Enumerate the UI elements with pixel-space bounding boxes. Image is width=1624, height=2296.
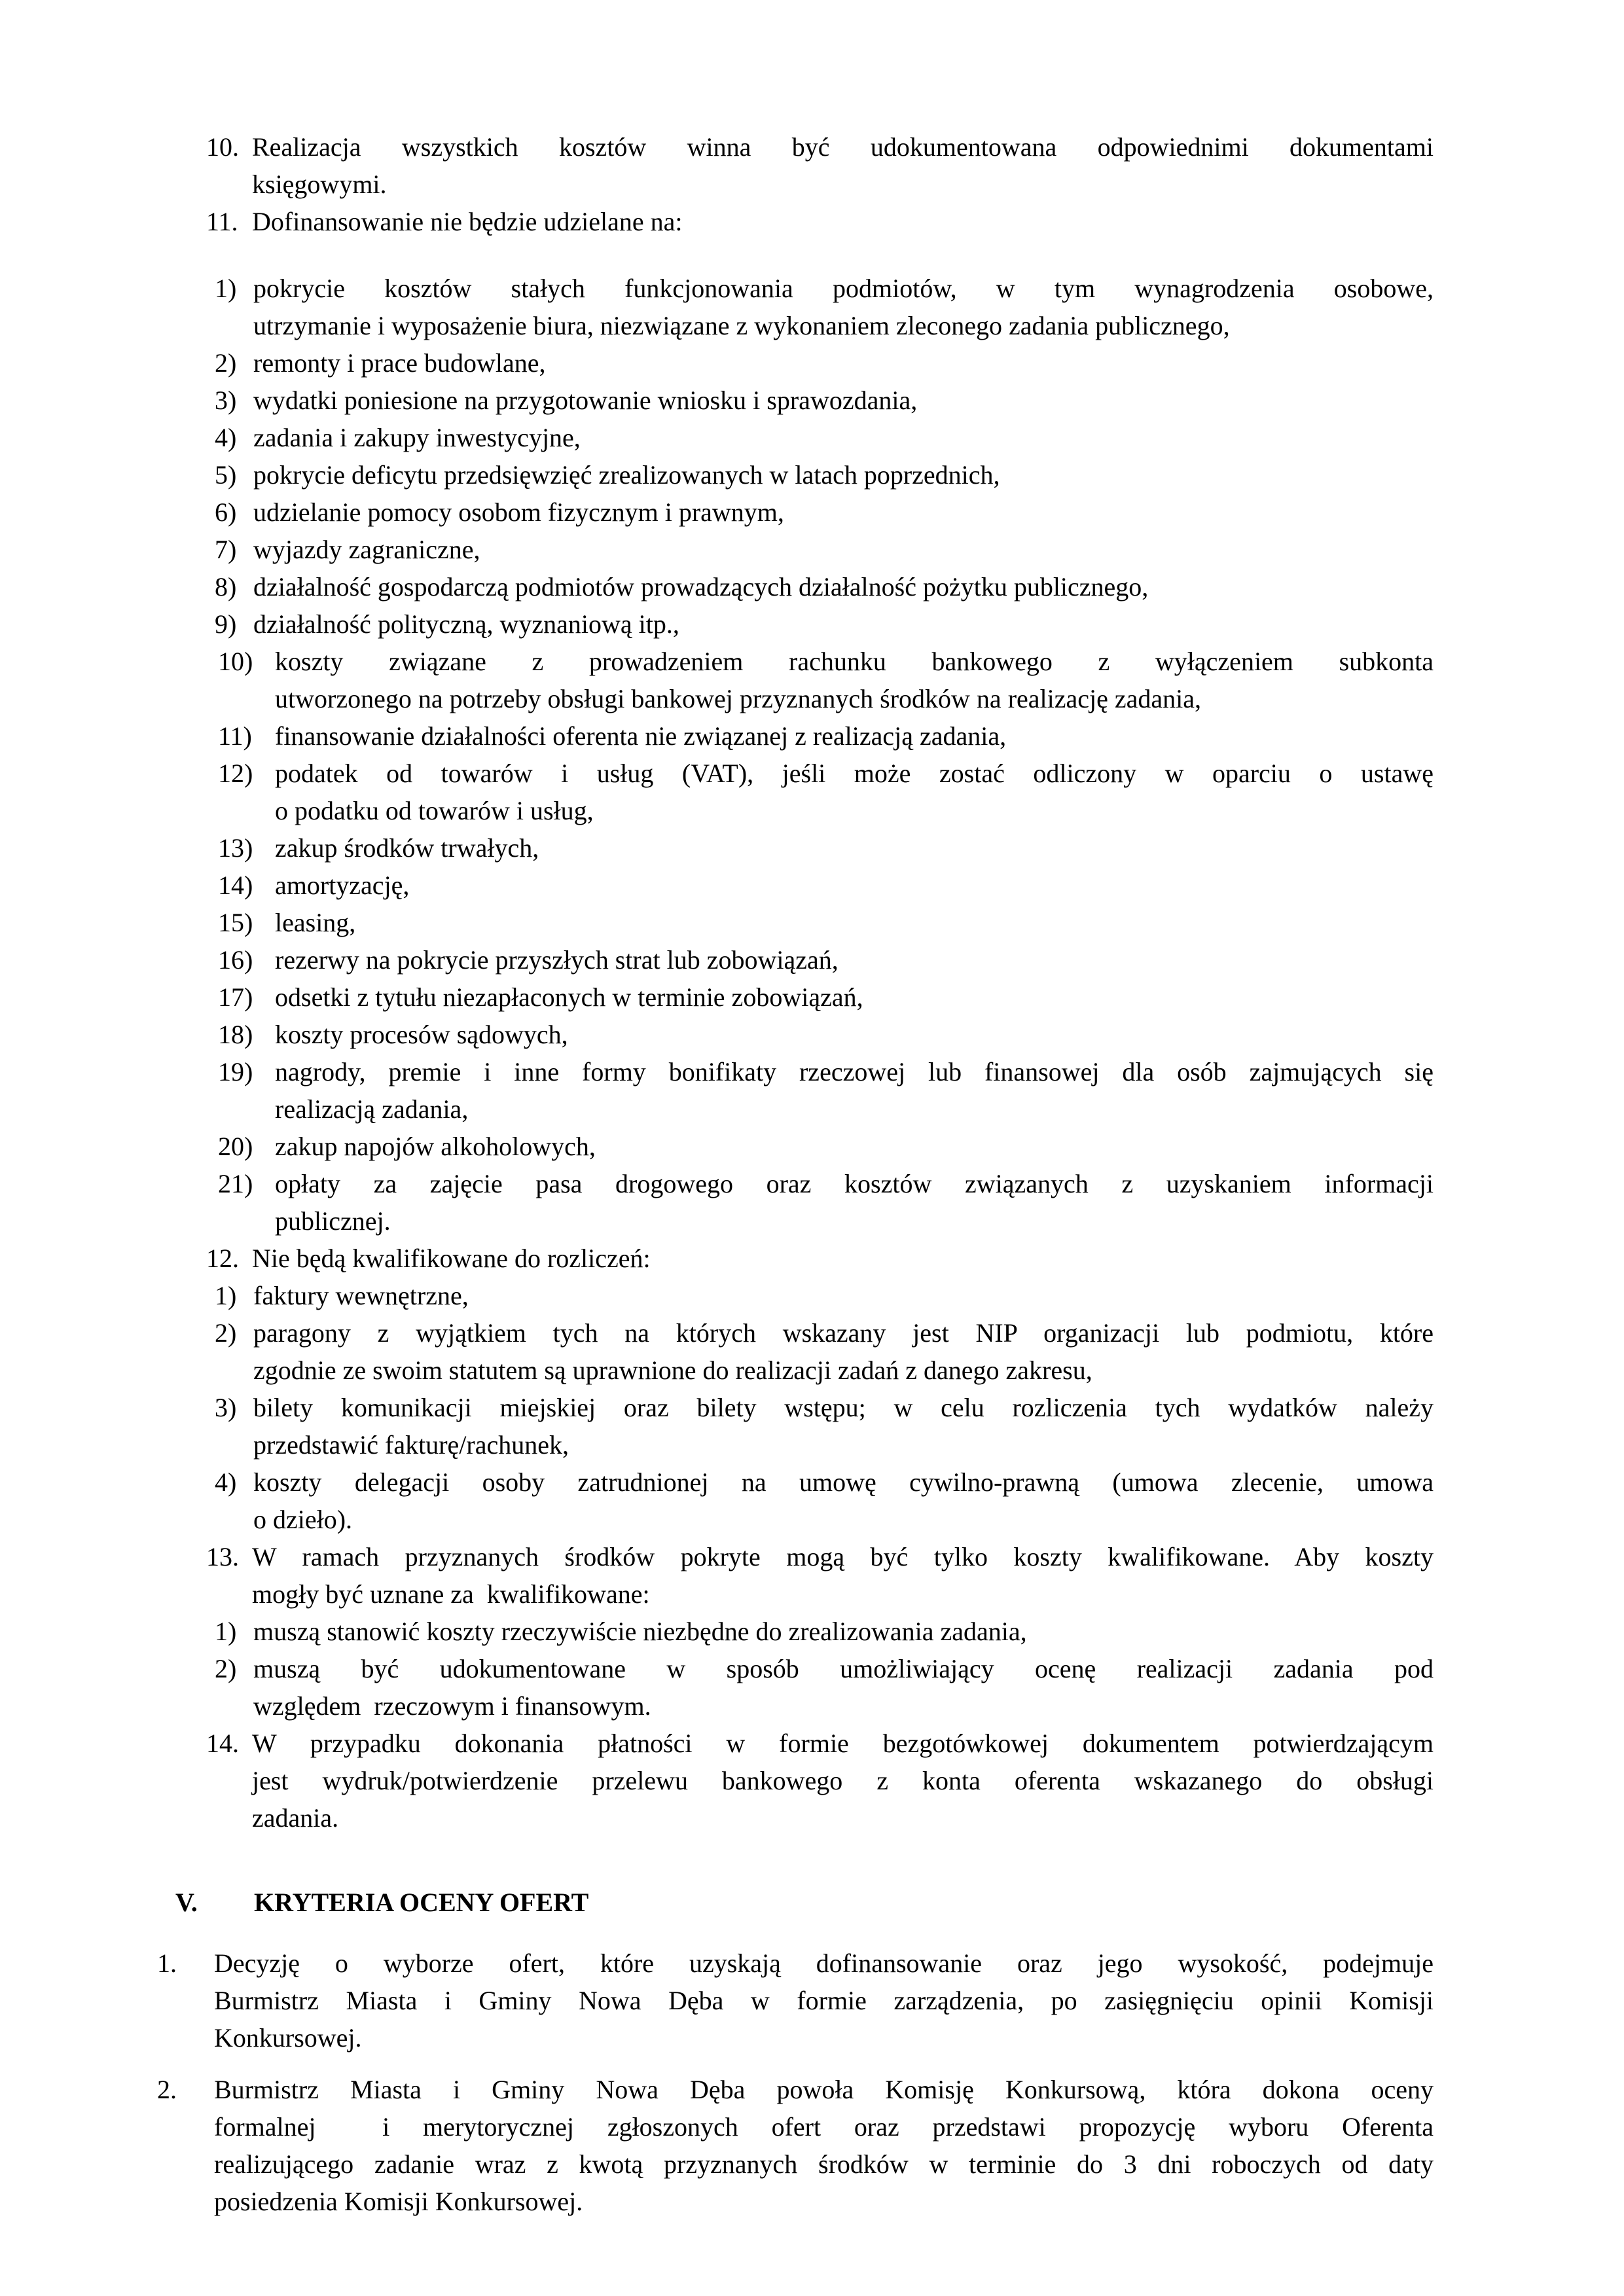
sub-item-11-15: [157, 904, 1434, 941]
text-line: o dzieło).: [253, 1505, 353, 1534]
text-line: koszty procesów sądowych,: [275, 1020, 568, 1049]
sub-item-number: 3): [215, 1393, 237, 1422]
list-item-14-number: 14.: [206, 1729, 239, 1758]
list-item-12-number: 12.: [206, 1244, 239, 1273]
sub-item-11-20: [157, 1128, 1434, 1165]
sub-item-11-11: [157, 717, 1434, 755]
text-line: faktury wewnętrzne,: [253, 1281, 469, 1310]
text-line: utrzymanie i wyposażenie biura, niezwiązane z wykonaniem zleconego zadania publicznego,: [253, 311, 1230, 340]
text-line: pokrycie kosztów stałych funkcjonowania podmiotów, w tym wynagrodzenia osobowe,: [253, 274, 1434, 303]
list-item-11: [157, 203, 1434, 240]
sub-item-number: 6): [215, 497, 237, 527]
text-line: księgowymi.: [252, 170, 387, 199]
text-line: pokrycie deficytu przedsięwzięć zrealizowanych w latach poprzednich,: [253, 460, 1000, 490]
sub-item-11-21: [157, 1165, 1434, 1240]
text-line: zadania i zakupy inwestycyjne,: [253, 423, 581, 452]
list-item-13-number: 13.: [206, 1542, 239, 1571]
text-line: finansowanie działalności oferenta nie związanej z realizacją zadania,: [275, 721, 1007, 751]
text-line: remonty i prace budowlane,: [253, 348, 546, 378]
sub-item-number: 21): [218, 1169, 253, 1198]
sub-item-11-18: [157, 1016, 1434, 1053]
text-line: mogły być uznane za kwalifikowane:: [252, 1579, 650, 1609]
text-line: zadania.: [252, 1803, 339, 1833]
sub-item-number: 2): [215, 348, 237, 378]
criteria-item-number: 2.: [157, 2075, 177, 2104]
sub-item-number: 8): [215, 572, 237, 601]
sub-item-11-17: [157, 978, 1434, 1016]
sub-item-number: 4): [215, 1467, 237, 1497]
sub-item-11-3: [157, 382, 1434, 419]
text-line: koszty związane z prowadzeniem rachunku bankowego z wyłączeniem subkonta: [275, 647, 1434, 676]
sub-item-11-19: [157, 1053, 1434, 1128]
section-heading-number: V.: [175, 1888, 198, 1917]
sub-item-11-13: [157, 829, 1434, 867]
sub-item-12-3: [157, 1389, 1434, 1463]
sub-item-11-4: [157, 419, 1434, 456]
list-item-11-number: 11.: [206, 207, 238, 236]
text-line: koszty delegacji osoby zatrudnionej na umowę cywilno-prawną (umowa zlecenie, umowa: [253, 1467, 1434, 1497]
sub-item-11-8: [157, 568, 1434, 605]
list-item-13: [157, 1538, 1434, 1613]
sub-item-number: 14): [218, 870, 253, 900]
text-line: bilety komunikacji miejskiej oraz bilety wstępu; w celu rozliczenia tych wydatków należy: [253, 1393, 1434, 1422]
text-line: formalnej i merytorycznej zgłoszonych ofert oraz przedstawi propozycję wyboru Oferenta: [214, 2112, 1434, 2142]
section-heading-title: KRYTERIA OCENY OFERT: [254, 1888, 589, 1917]
text-line: W przypadku dokonania płatności w formie bezgotówkowej dokumentem potwierdzającym: [252, 1729, 1434, 1758]
text-line: przedstawić fakturę/rachunek,: [253, 1430, 569, 1460]
sub-item-number: 7): [215, 535, 237, 564]
sub-item-11-1: [157, 270, 1434, 344]
sub-item-number: 2): [215, 1654, 237, 1683]
sub-item-11-7: [157, 531, 1434, 568]
text-line: działalność polityczną, wyznaniową itp.,: [253, 609, 679, 639]
sub-item-number: 15): [218, 908, 253, 937]
text-line: paragony z wyjątkiem tych na których wskazany jest NIP organizacji lub podmiotu, które: [253, 1318, 1434, 1348]
text-line: realizacją zadania,: [275, 1094, 469, 1124]
text-line: muszą stanowić koszty rzeczywiście niezbędne do zrealizowania zadania,: [253, 1617, 1027, 1646]
sub-item-12-1: [157, 1277, 1434, 1314]
sub-item-number: 1): [215, 1617, 237, 1646]
sub-item-number: 2): [215, 1318, 237, 1348]
text-line: Konkursowej.: [214, 2023, 362, 2053]
text-line: W ramach przyznanych środków pokryte mogą być tylko koszty kwalifikowane. Aby koszty: [252, 1542, 1434, 1571]
sub-item-number: 12): [218, 759, 253, 788]
section-heading: [157, 1884, 1434, 1921]
criteria-item-1: [157, 1945, 1434, 2056]
sub-item-number: 11): [218, 721, 252, 751]
sub-item-11-6: [157, 493, 1434, 531]
text-line: amortyzację,: [275, 870, 410, 900]
text-line: nagrody, premie i inne formy bonifikaty rzeczowej lub finansowej dla osób zajmujących się: [275, 1057, 1434, 1086]
text-line: względem rzeczowym i finansowym.: [253, 1691, 651, 1721]
criteria-item-2: [157, 2071, 1434, 2220]
text-line: działalność gospodarczą podmiotów prowadzących działalność pożytku publicznego,: [253, 572, 1149, 601]
text-line: Decyzję o wyborze ofert, które uzyskają dofinansowanie oraz jego wysokość, podejmuje: [214, 1948, 1434, 1978]
sub-item-13-1: [157, 1613, 1434, 1650]
sub-item-12-4: [157, 1463, 1434, 1538]
text-line: jest wydruk/potwierdzenie przelewu bankowego z konta oferenta wskazanego do obsługi: [252, 1766, 1434, 1795]
list-item-10-number: 10.: [206, 132, 239, 162]
sub-item-11-16: [157, 941, 1434, 978]
sub-item-11-14: [157, 867, 1434, 904]
text-line: odsetki z tytułu niezapłaconych w terminie zobowiązań,: [275, 982, 863, 1012]
sub-item-number: 9): [215, 609, 237, 639]
text-line: Nie będą kwalifikowane do rozliczeń:: [252, 1244, 651, 1273]
text-line: opłaty za zajęcie pasa drogowego oraz kosztów związanych z uzyskaniem informacji: [275, 1169, 1434, 1198]
text-line: Dofinansowanie nie będzie udzielane na:: [252, 207, 683, 236]
sub-item-11-2: [157, 344, 1434, 382]
sub-item-12-2: [157, 1314, 1434, 1389]
list-item-10: [157, 128, 1434, 203]
text-line: Burmistrz Miasta i Gminy Nowa Dęba w formie zarządzenia, po zasięgnięciu opinii Komisji: [214, 1986, 1434, 2015]
text-line: wyjazdy zagraniczne,: [253, 535, 480, 564]
sub-item-11-9: [157, 605, 1434, 643]
sub-item-number: 20): [218, 1132, 253, 1161]
text-line: Burmistrz Miasta i Gminy Nowa Dęba powoła Komisję Konkursową, która dokona oceny: [214, 2075, 1434, 2104]
sub-item-number: 1): [215, 274, 237, 303]
sub-item-number: 18): [218, 1020, 253, 1049]
criteria-item-number: 1.: [157, 1948, 177, 1978]
sub-item-number: 16): [218, 945, 253, 975]
text-line: udzielanie pomocy osobom fizycznym i prawnym,: [253, 497, 784, 527]
sub-item-number: 3): [215, 386, 237, 415]
text-line: publicznej.: [275, 1206, 391, 1236]
text-line: podatek od towarów i usług (VAT), jeśli może zostać odliczony w oparciu o ustawę: [275, 759, 1434, 788]
text-line: Realizacja wszystkich kosztów winna być udokumentowana odpowiednimi dokumentami: [252, 132, 1434, 162]
sub-item-number: 19): [218, 1057, 253, 1086]
sub-item-number: 5): [215, 460, 237, 490]
sub-item-number: 13): [218, 833, 253, 863]
sub-item-number: 4): [215, 423, 237, 452]
text-line: realizującego zadanie wraz z kwotą przyznanych środków w terminie do 3 dni roboczych od daty: [214, 2149, 1434, 2179]
sub-item-number: 10): [218, 647, 253, 676]
text-line: leasing,: [275, 908, 356, 937]
text-line: utworzonego na potrzeby obsługi bankowej przyznanych środków na realizację zadania,: [275, 684, 1201, 713]
sub-item-number: 1): [215, 1281, 237, 1310]
text-line: zakup napojów alkoholowych,: [275, 1132, 596, 1161]
text-line: wydatki poniesione na przygotowanie wniosku i sprawozdania,: [253, 386, 918, 415]
sub-item-11-5: [157, 456, 1434, 493]
text-line: posiedzenia Komisji Konkursowej.: [214, 2187, 583, 2216]
text-line: rezerwy na pokrycie przyszłych strat lub zobowiązań,: [275, 945, 839, 975]
text-line: zgodnie ze swoim statutem są uprawnione do realizacji zadań z danego zakresu,: [253, 1355, 1092, 1385]
text-line: o podatku od towarów i usług,: [275, 796, 594, 825]
sub-item-13-2: [157, 1650, 1434, 1725]
list-item-12: [157, 1240, 1434, 1277]
sub-item-11-12: [157, 755, 1434, 829]
text-line: zakup środków trwałych,: [275, 833, 539, 863]
sub-item-11-10: [157, 643, 1434, 717]
text-line: muszą być udokumentowane w sposób umożliwiający ocenę realizacji zadania pod: [253, 1654, 1434, 1683]
sub-item-number: 17): [218, 982, 253, 1012]
list-item-14: [157, 1725, 1434, 1837]
